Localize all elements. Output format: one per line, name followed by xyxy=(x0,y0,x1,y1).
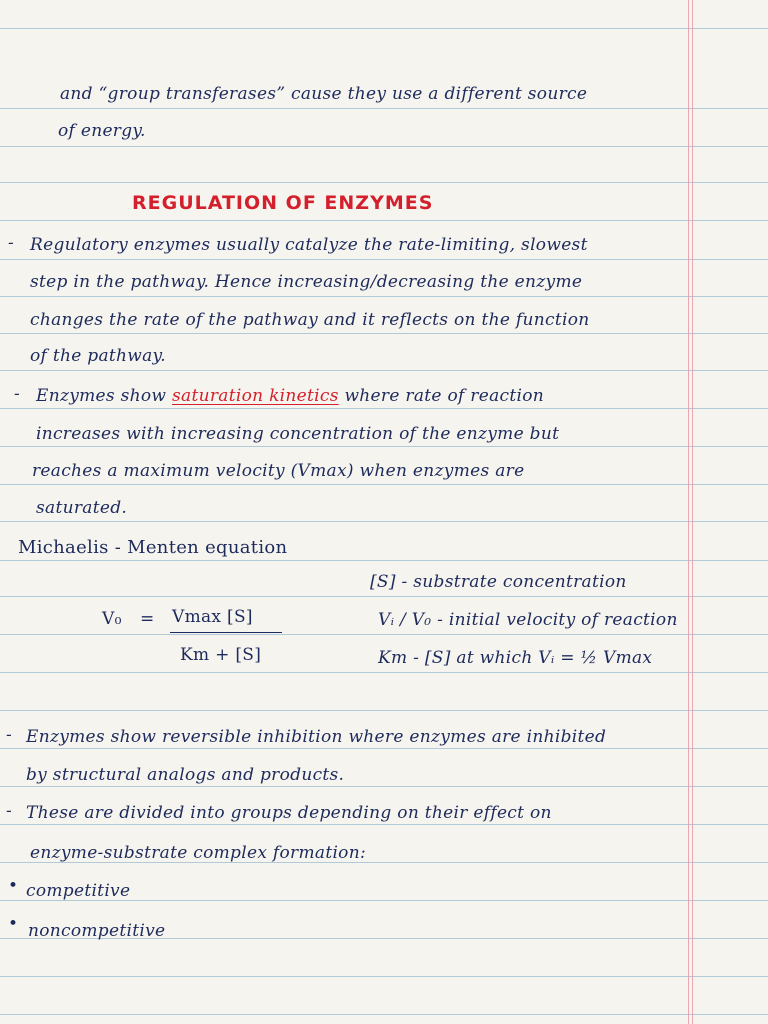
equation-equals: = xyxy=(140,609,155,629)
ruled-line xyxy=(0,786,768,787)
ruled-line xyxy=(0,976,768,977)
ruled-line xyxy=(0,521,768,522)
ruled-line xyxy=(0,296,768,297)
para2-line-1a: Enzymes show xyxy=(36,386,167,406)
ruled-line xyxy=(0,634,768,635)
ruled-line xyxy=(0,596,768,597)
para2-line-3: reaches a maximum velocity (Vmax) when enzymes are xyxy=(32,461,525,481)
para2-line-4: saturated. xyxy=(36,498,128,518)
fraction-bar xyxy=(170,632,282,633)
equation-numerator: Vmax [S] xyxy=(172,607,253,627)
para4-dash: - xyxy=(6,801,13,821)
equation-title: Michaelis - Menten equation xyxy=(18,537,288,558)
definition-km: Km - [S] at which Vᵢ = ½ Vmax xyxy=(378,648,653,668)
ruled-line xyxy=(0,1014,768,1015)
ruled-line xyxy=(0,710,768,711)
para3-line-1: Enzymes show reversible inhibition where enzymes are inhibited xyxy=(26,727,607,747)
ruled-line xyxy=(0,182,768,183)
para2-line-1b: where rate of reaction xyxy=(344,386,544,406)
ruled-line xyxy=(0,146,768,147)
bullet-item: noncompetitive xyxy=(28,921,166,941)
bullet-marker: • xyxy=(8,914,19,934)
bullet-marker: • xyxy=(8,876,19,896)
para3-dash: - xyxy=(6,725,13,745)
ruled-line xyxy=(0,672,768,673)
ruled-line xyxy=(0,28,768,29)
para3-line-2: by structural analogs and products. xyxy=(26,765,345,785)
margin-line xyxy=(688,0,689,1024)
definition-initial-velocity: Vᵢ / V₀ - initial velocity of reaction xyxy=(378,610,678,630)
para1-line-3: changes the rate of the pathway and it reflects on the function xyxy=(30,310,590,330)
para2-line-1 xyxy=(36,386,544,406)
bullet-item: competitive xyxy=(26,881,131,901)
para2-dash: - xyxy=(14,384,21,404)
intro-line-1: and “group transferases” cause they use a different source xyxy=(60,84,588,104)
ruled-line xyxy=(0,408,768,409)
ruled-line xyxy=(0,560,768,561)
section-heading: REGULATION OF ENZYMES xyxy=(132,192,434,214)
definition-substrate: [S] - substrate concentration xyxy=(370,572,627,592)
para1-line-2: step in the pathway. Hence increasing/decreasing the enzyme xyxy=(30,272,583,292)
ruled-line xyxy=(0,108,768,109)
para4-line-2: enzyme-substrate complex formation: xyxy=(30,843,366,863)
intro-line-2: of energy. xyxy=(58,121,146,141)
para1-line-4: of the pathway. xyxy=(30,346,166,366)
para2-line-2: increases with increasing concentration of the enzyme but xyxy=(36,424,560,444)
para4-line-1: These are divided into groups depending on their effect on xyxy=(26,803,552,823)
equation-lhs: V₀ xyxy=(102,609,122,629)
ruled-line xyxy=(0,370,768,371)
ruled-line xyxy=(0,220,768,221)
para1-dash: - xyxy=(8,233,15,253)
equation-denominator: Km + [S] xyxy=(180,645,262,665)
saturation-kinetics-highlight: saturation kinetics xyxy=(172,386,339,406)
ruled-line xyxy=(0,333,768,334)
ruled-line xyxy=(0,484,768,485)
ruled-line xyxy=(0,446,768,447)
ruled-line xyxy=(0,748,768,749)
ruled-line xyxy=(0,824,768,825)
margin-line xyxy=(692,0,693,1024)
para1-line-1: Regulatory enzymes usually catalyze the rate-limiting, slowest xyxy=(30,235,588,255)
ruled-line xyxy=(0,259,768,260)
